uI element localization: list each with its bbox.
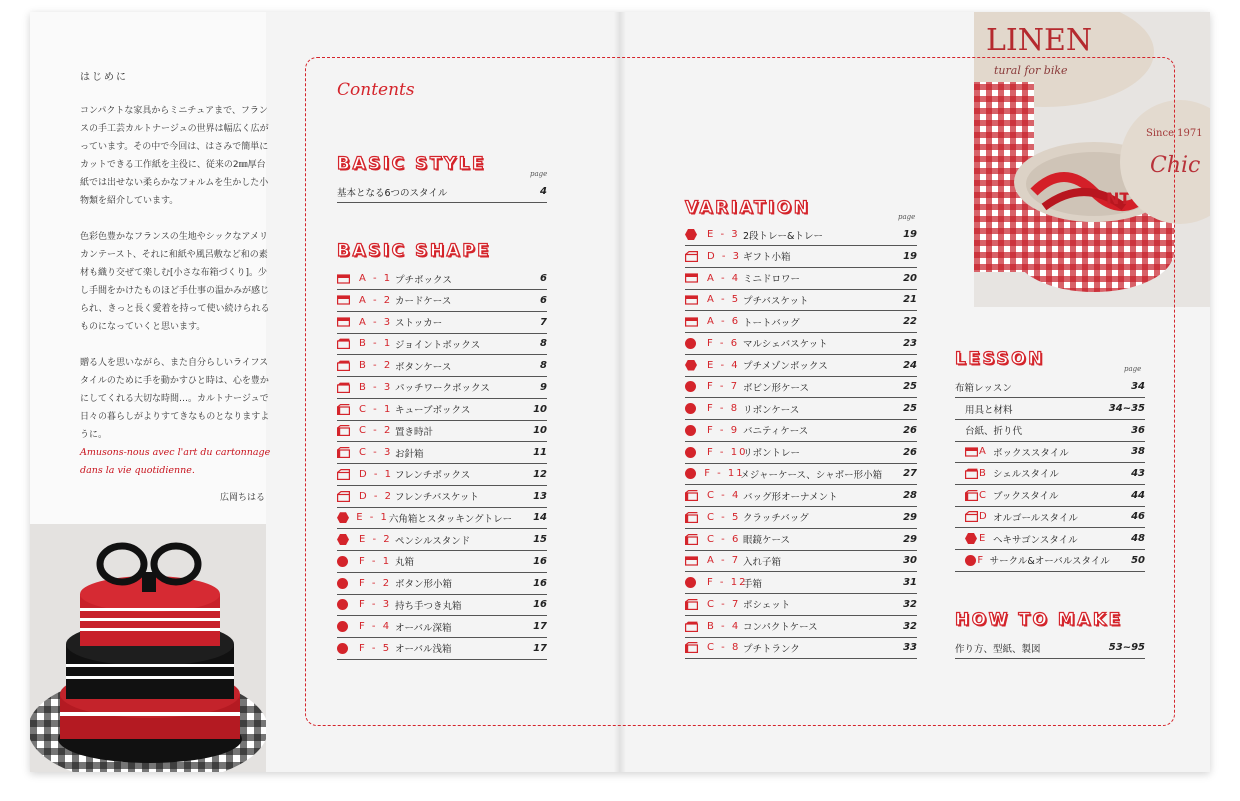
item-page: 38 xyxy=(1131,446,1145,457)
basic-shape-row xyxy=(337,551,547,573)
circle-icon xyxy=(337,556,348,567)
item-title: カードケース xyxy=(395,296,452,308)
tray-icon xyxy=(965,447,978,457)
item-title: ボビン形ケース xyxy=(743,382,810,394)
item-page: 30 xyxy=(903,555,917,567)
item-page: 34 xyxy=(1131,381,1145,392)
linen-script-text: tural for bike xyxy=(994,64,1068,77)
basic-shape-row xyxy=(337,486,547,508)
item-code: F - 6 xyxy=(707,337,740,349)
variation-row xyxy=(685,550,917,572)
book-box-icon xyxy=(685,642,698,653)
basic-style-row xyxy=(337,181,547,203)
book-spread xyxy=(30,12,1210,772)
variation-row xyxy=(685,616,917,638)
item-code: C - 4 xyxy=(707,490,741,501)
basic-shape-row xyxy=(337,312,547,334)
item-title: シェルスタイル xyxy=(993,469,1059,481)
lesson-sub-row xyxy=(955,398,1145,420)
item-title: 用具と材料 xyxy=(965,404,1013,416)
circle-icon xyxy=(965,555,976,566)
basic-shape-row xyxy=(337,594,547,616)
book-box-icon xyxy=(965,490,978,501)
tray-icon xyxy=(685,556,698,566)
item-page: 31 xyxy=(903,577,917,588)
item-title: ポシェット xyxy=(743,600,791,612)
circle-icon xyxy=(685,577,696,588)
item-title: プチバスケット xyxy=(743,295,809,307)
item-title: ボックススタイル xyxy=(993,447,1069,459)
lesson-style-row xyxy=(955,485,1145,507)
item-code: F - 11 xyxy=(704,468,745,480)
basic-style-page-label: page xyxy=(530,170,548,178)
item-title: 作り方、型紙、製図 xyxy=(955,643,1041,655)
item-code: A - 3 xyxy=(359,316,393,328)
item-page: 16 xyxy=(533,577,547,589)
tray-icon xyxy=(337,317,350,327)
item-page: 50 xyxy=(1131,554,1145,566)
item-code: F - 8 xyxy=(707,403,740,414)
lid-script-text: Chic xyxy=(1150,153,1201,178)
item-page: 33 xyxy=(903,642,917,654)
hexagon-icon xyxy=(337,534,349,545)
basic-shape-row xyxy=(337,399,547,421)
variation-row xyxy=(685,398,917,420)
item-title: 布箱レッスン xyxy=(955,382,1012,394)
item-title: 持ち手つき丸箱 xyxy=(395,600,462,612)
item-title: 丸箱 xyxy=(395,557,415,569)
shell-box-icon xyxy=(965,468,978,479)
shell-box-icon xyxy=(337,360,350,371)
item-page: 19 xyxy=(903,250,917,262)
variation-row xyxy=(685,333,917,355)
item-title: マルシェバスケット xyxy=(743,339,828,351)
how-to-make-heading: HOW TO MAKE xyxy=(955,610,1123,630)
item-title: オルゴールスタイル xyxy=(993,512,1078,524)
item-code: F - 1 xyxy=(359,555,392,567)
item-code: F - 7 xyxy=(707,381,740,393)
variation-row xyxy=(685,594,917,616)
circle-icon xyxy=(685,338,696,349)
item-code: B - 3 xyxy=(359,381,393,393)
circle-icon xyxy=(685,468,696,479)
circle-icon xyxy=(685,425,696,436)
variation-row xyxy=(685,507,917,529)
book-box-icon xyxy=(337,447,350,458)
hexagon-icon xyxy=(685,360,697,371)
basic-shape-row xyxy=(337,573,547,595)
music-box-icon xyxy=(685,251,698,262)
basic-shape-row xyxy=(337,420,547,442)
item-page: 9 xyxy=(540,381,547,393)
item-page: 10 xyxy=(533,403,547,415)
lesson-heading: LESSON xyxy=(955,349,1045,369)
item-code: F - 12 xyxy=(707,577,748,588)
contents-title: Contents xyxy=(337,80,415,100)
intro-author: 広岡ちはる xyxy=(220,493,266,503)
item-page: 44 xyxy=(1131,489,1145,501)
book-box-icon xyxy=(685,512,698,523)
item-code: C - 3 xyxy=(359,447,393,458)
item-title: コンパクトケース xyxy=(743,622,818,633)
item-page: 48 xyxy=(1131,533,1145,544)
item-page: 14 xyxy=(533,512,547,524)
book-box-icon xyxy=(685,490,698,501)
item-title: メジャーケース、シャボー形小箱 xyxy=(740,469,883,481)
item-page: 8 xyxy=(540,360,547,371)
variation-row xyxy=(685,311,917,333)
item-code: C xyxy=(979,489,988,501)
item-title: 台紙、折り代 xyxy=(965,426,1023,438)
item-title: 六角箱とスタッキングトレー xyxy=(388,513,513,525)
item-code: A - 5 xyxy=(707,294,741,306)
intro-heading: はじめに xyxy=(80,72,128,83)
item-code: D xyxy=(979,511,989,523)
lesson-style-row xyxy=(955,463,1145,485)
book-box-icon xyxy=(337,404,350,415)
basic-shape-row xyxy=(337,442,547,464)
variation-row xyxy=(685,463,917,485)
item-code: F - 10 xyxy=(707,446,748,458)
item-code: B - 1 xyxy=(359,338,393,350)
variation-row xyxy=(685,355,917,377)
intro-paragraph: 贈る人を思いながら、また自分らしいライフスタイルのために手を動かすひと時は、心を豊かにしてくれる大切な時間…。カルトナージュで日々の暮らしがよりすてきなものとなりますように。 xyxy=(80,358,270,440)
item-code: E - 4 xyxy=(707,359,740,371)
item-code: E - 3 xyxy=(707,229,740,240)
item-page: 46 xyxy=(1131,511,1145,523)
tray-icon xyxy=(337,274,350,284)
fabric-text: NT xyxy=(1106,189,1131,208)
basic-shape-row xyxy=(337,507,547,529)
item-code: F - 3 xyxy=(359,599,392,611)
item-code: D - 2 xyxy=(359,490,394,502)
lesson-main-row xyxy=(955,376,1145,398)
basic-shape-row xyxy=(337,616,547,638)
item-code: F - 4 xyxy=(359,621,392,632)
tray-icon xyxy=(685,273,698,283)
item-page: 15 xyxy=(533,534,547,545)
item-code: F - 2 xyxy=(359,577,392,589)
item-title: お針箱 xyxy=(395,448,424,460)
item-title: キューブボックス xyxy=(395,405,471,416)
item-code: D - 1 xyxy=(359,468,394,480)
item-page: 13 xyxy=(533,490,547,502)
circle-icon xyxy=(685,403,696,414)
lesson-style-row xyxy=(955,441,1145,463)
item-title: バッグ形オーナメント xyxy=(743,491,838,503)
item-page: 8 xyxy=(540,338,547,350)
tray-icon xyxy=(685,295,698,305)
item-page: 32 xyxy=(903,620,917,632)
item-title: バニティケース xyxy=(743,426,809,438)
book-box-icon xyxy=(337,425,350,436)
item-page: 29 xyxy=(903,533,917,545)
basic-shape-row xyxy=(337,355,547,377)
basic-shape-row xyxy=(337,377,547,399)
item-code: D - 3 xyxy=(707,250,742,262)
item-title: ヘキサゴンスタイル xyxy=(993,534,1078,546)
tray-icon xyxy=(685,317,698,327)
item-code: A - 7 xyxy=(707,555,741,567)
music-box-icon xyxy=(337,469,350,480)
item-page: 34~35 xyxy=(1108,403,1145,414)
item-page: 36 xyxy=(1131,424,1145,436)
item-title: パッチワークボックス xyxy=(395,383,490,395)
basic-shape-row xyxy=(337,529,547,551)
item-page: 22 xyxy=(903,316,917,327)
item-title: 手箱 xyxy=(743,578,763,590)
item-code: C - 7 xyxy=(707,598,741,610)
how-to-make-row xyxy=(955,637,1145,659)
item-code: C - 2 xyxy=(359,425,393,437)
basic-shape-row xyxy=(337,290,547,312)
intro-text xyxy=(80,102,272,462)
variation-row xyxy=(685,224,917,246)
item-code: A xyxy=(979,446,988,457)
item-page: 7 xyxy=(540,316,547,328)
variation-heading: VARIATION xyxy=(685,198,811,218)
variation-row xyxy=(685,637,917,659)
item-title: フレンチボックス xyxy=(395,470,471,482)
item-code: B xyxy=(979,467,988,479)
lesson-sub-row xyxy=(955,420,1145,442)
item-code: A - 4 xyxy=(707,272,741,284)
item-page: 16 xyxy=(533,555,547,567)
item-code: E xyxy=(979,533,988,544)
item-code: C - 5 xyxy=(707,511,741,523)
item-page: 26 xyxy=(903,424,917,436)
basic-shape-row xyxy=(337,638,547,660)
circle-icon xyxy=(337,621,348,632)
variation-row xyxy=(685,376,917,398)
item-page: 19 xyxy=(903,229,917,240)
lid-since-text: Since 1971 xyxy=(1146,128,1203,139)
lesson-style-row xyxy=(955,506,1145,528)
item-page: 53~95 xyxy=(1108,642,1145,653)
item-code: C - 1 xyxy=(359,403,393,415)
variation-row xyxy=(685,246,917,268)
item-page: 17 xyxy=(533,621,547,632)
hexagon-icon xyxy=(337,512,349,523)
item-title: クラッチバッグ xyxy=(743,513,809,525)
item-title: プチトランク xyxy=(743,643,800,655)
item-page: 28 xyxy=(903,490,917,501)
item-page: 6 xyxy=(540,294,547,306)
item-page: 32 xyxy=(903,598,917,610)
item-title: ギフト小箱 xyxy=(743,252,791,264)
item-page: 11 xyxy=(533,447,547,458)
circle-icon xyxy=(685,447,696,458)
item-code: A - 6 xyxy=(707,316,741,327)
basic-style-heading: BASIC STYLE xyxy=(337,154,487,174)
item-title: オーバル深箱 xyxy=(395,622,452,634)
item-page: 23 xyxy=(903,337,917,349)
item-title: フレンチバスケット xyxy=(395,492,479,503)
item-page: 25 xyxy=(903,403,917,414)
item-page: 29 xyxy=(903,511,917,523)
item-code: C - 8 xyxy=(707,642,741,654)
variation-row xyxy=(685,485,917,507)
item-title: ボタンケース xyxy=(395,361,452,373)
basic-shape-row xyxy=(337,333,547,355)
item-code: E - 2 xyxy=(359,534,392,545)
book-box-icon xyxy=(685,599,698,610)
hexagon-icon xyxy=(685,229,697,240)
shell-box-icon xyxy=(337,382,350,393)
photo-ribbon-tower xyxy=(30,524,266,772)
item-title: ジョイントボックス xyxy=(395,339,481,351)
item-title: 眼鏡ケース xyxy=(743,535,791,546)
linen-text: LINEN xyxy=(986,23,1093,58)
item-page: 21 xyxy=(903,294,917,306)
intro-paragraph: コンパクトな家具からミニチュアまで、フランスの手工芸カルトナージュの世界は幅広く広がっています。その中で今回は、はさみで簡単にカットできる工作紙を主役に、従来の2㎜厚台紙では出せない柔らかなフォルムを生かした小物類を紹介しています。 xyxy=(80,106,269,206)
item-page: 4 xyxy=(540,186,547,197)
item-page: 17 xyxy=(533,642,547,654)
variation-page-label: page xyxy=(898,213,916,221)
basic-shape-row xyxy=(337,464,547,486)
hexagon-icon xyxy=(965,533,977,544)
item-title: ミニドロワー xyxy=(743,274,801,285)
circle-icon xyxy=(337,643,348,654)
lesson-style-row xyxy=(955,528,1145,550)
item-code: B - 2 xyxy=(359,360,393,371)
item-code: A - 1 xyxy=(359,273,393,284)
variation-row xyxy=(685,572,917,594)
item-title: 置き時計 xyxy=(395,426,434,438)
item-title: 2段トレー&トレー xyxy=(743,230,823,242)
item-code: E - 1 xyxy=(356,512,389,524)
item-title: オーバル浅箱 xyxy=(395,644,452,656)
variation-row xyxy=(685,268,917,290)
item-code: C - 6 xyxy=(707,533,741,545)
item-title: リボンケース xyxy=(743,404,800,416)
variation-row xyxy=(685,420,917,442)
tray-icon xyxy=(337,295,350,305)
circle-icon xyxy=(337,578,348,589)
variation-row xyxy=(685,442,917,464)
item-title: ペンシルスタンド xyxy=(395,535,471,547)
item-page: 27 xyxy=(903,468,917,480)
item-page: 43 xyxy=(1131,467,1145,479)
item-page: 6 xyxy=(540,273,547,284)
intro-column xyxy=(30,12,271,772)
item-page: 24 xyxy=(903,359,917,371)
music-box-icon xyxy=(965,511,978,522)
item-code: F - 5 xyxy=(359,642,392,654)
item-title: ボタン形小箱 xyxy=(395,579,453,590)
item-page: 10 xyxy=(533,425,547,437)
item-title: プチメゾンボックス xyxy=(743,361,828,372)
item-page: 25 xyxy=(903,381,917,393)
item-title: ブックスタイル xyxy=(993,491,1059,502)
item-title: サークル&オーバルスタイル xyxy=(989,556,1110,568)
basic-shape-heading: BASIC SHAPE xyxy=(337,241,492,261)
item-code: F xyxy=(977,554,986,566)
item-title: 基本となる6つのスタイル xyxy=(337,187,448,199)
item-title: プチボックス xyxy=(395,274,452,286)
item-title: 入れ子箱 xyxy=(743,556,782,568)
item-page: 20 xyxy=(903,272,917,284)
item-code: A - 2 xyxy=(359,294,393,306)
intro-paragraph: 色彩色豊かなフランスの生地やシックなアメリカンテースト、それに和紙や風呂敷など和の素材も織り交ぜて楽しむ[小さな布箱づくり]。少し手間をかけたものほど手仕事の温かみが感じられ、きっと長く愛着を持って使い続けられるものになっていくと思います。 xyxy=(80,232,270,332)
lesson-style-row xyxy=(955,550,1145,572)
book-box-icon xyxy=(685,534,698,545)
variation-row xyxy=(685,289,917,311)
variation-row xyxy=(685,529,917,551)
music-box-icon xyxy=(337,491,350,502)
basic-shape-row xyxy=(337,268,547,290)
shell-box-icon xyxy=(337,338,350,349)
lesson-page-label: page xyxy=(1124,365,1142,373)
item-page: 16 xyxy=(533,599,547,611)
item-title: トートバッグ xyxy=(743,317,800,329)
circle-icon xyxy=(685,381,696,392)
item-title: リボントレー xyxy=(743,448,801,459)
item-code: F - 9 xyxy=(707,424,740,436)
item-code: B - 4 xyxy=(707,620,741,632)
item-page: 26 xyxy=(903,446,917,458)
item-page: 12 xyxy=(533,468,547,480)
shell-box-icon xyxy=(685,621,698,632)
intro-french-quote: Amusons-nous avec l'art du cartonnage dans la vie quotidienne. xyxy=(80,447,271,476)
item-title: ストッカー xyxy=(395,318,443,329)
circle-icon xyxy=(337,599,348,610)
ribbon-tower-illustration xyxy=(30,524,266,772)
